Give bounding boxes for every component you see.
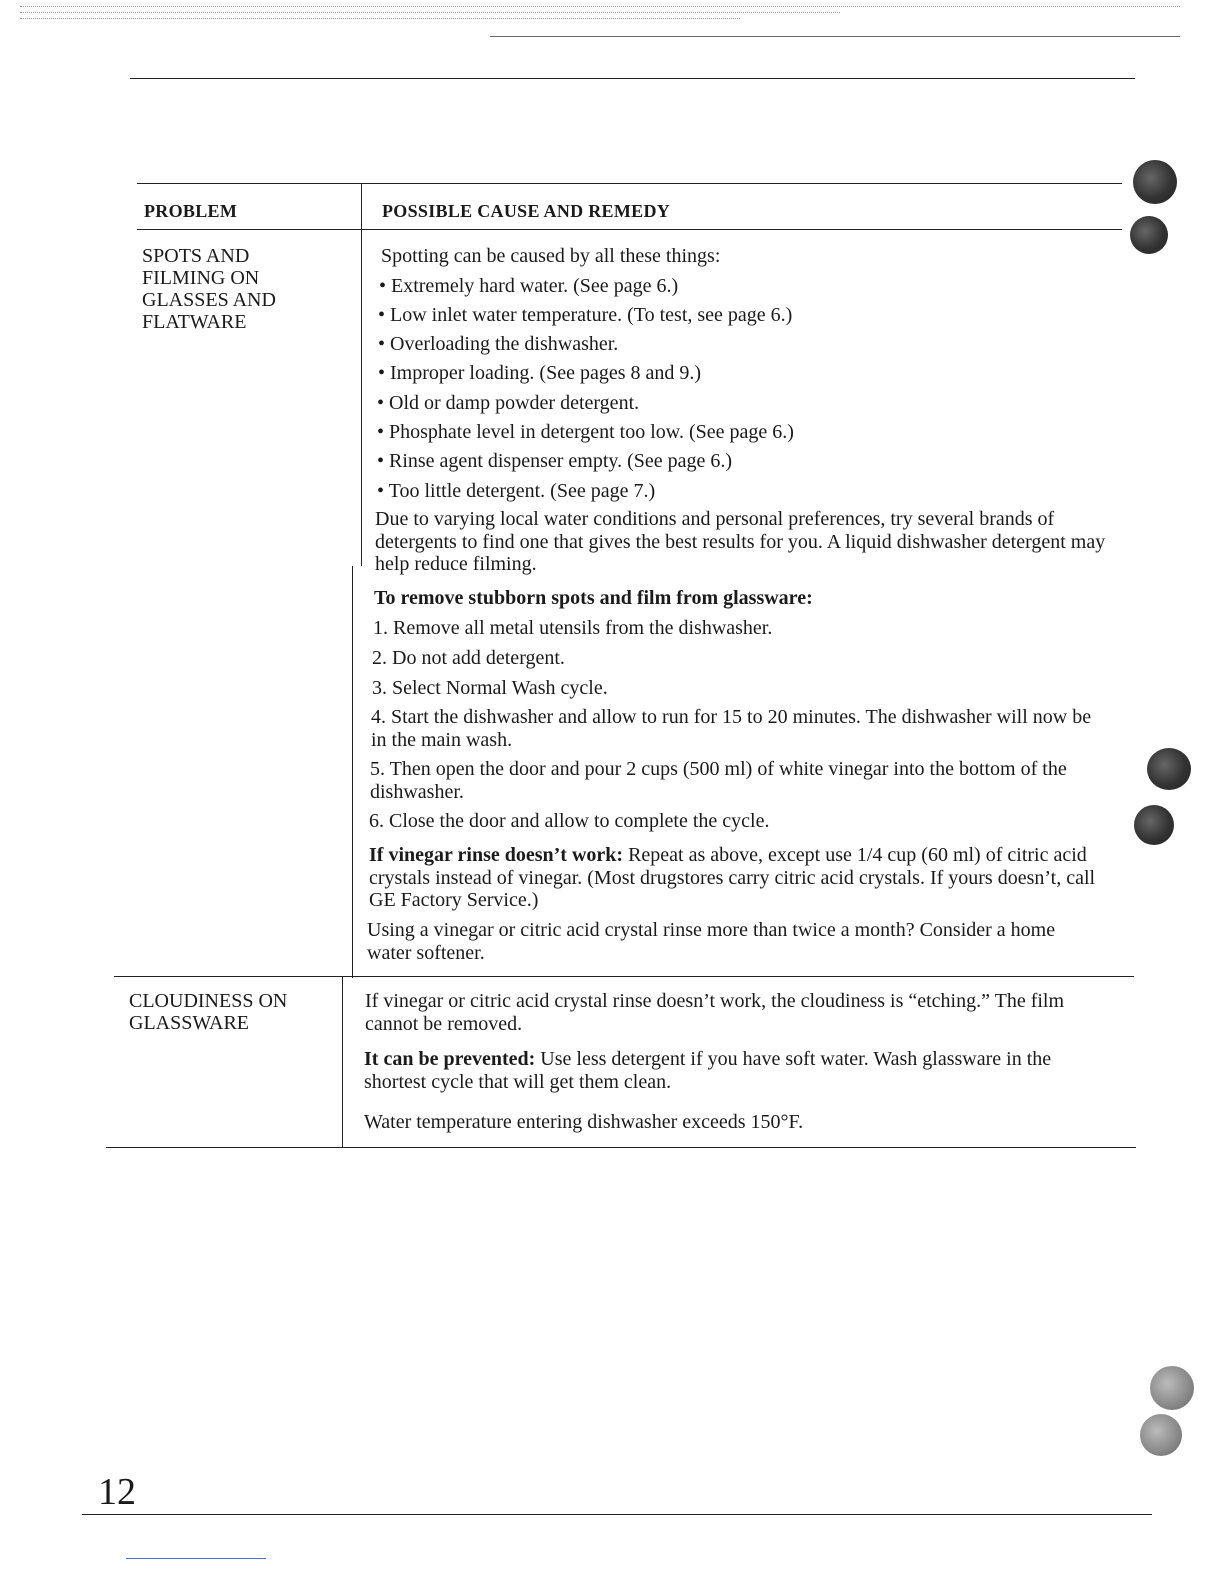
table-top-rule — [137, 183, 1122, 184]
binder-hole-mark — [1130, 216, 1168, 254]
prevention-paragraph — [364, 1048, 1109, 1093]
cause-bullet: • Improper loading. (See pages 8 and 9.) — [378, 362, 702, 384]
cause-bullet: • Old or damp powder detergent. — [377, 392, 640, 414]
scan-artifact-rule — [490, 36, 1180, 37]
problem-line: CLOUDINESS ON — [129, 990, 288, 1012]
scan-artifact-line — [20, 6, 1180, 7]
remedy-step: 1. Remove all metal utensils from the dishwasher. — [373, 617, 773, 639]
water-softener-paragraph: Using a vinegar or citric acid crystal rinse more than twice a month? Consider a home water softener. — [367, 919, 1056, 964]
remedy-step: 6. Close the door and allow to complete the cycle. — [369, 810, 770, 832]
problem-line: FLATWARE — [142, 311, 247, 333]
row-divider-rule — [114, 976, 1134, 977]
cause-bullet: • Too little detergent. (See page 7.) — [377, 480, 656, 502]
problem-cloudiness — [129, 990, 287, 1034]
remedy-column-header: POSSIBLE CAUSE AND REMEDY — [382, 201, 671, 221]
scan-artifact-line — [20, 12, 840, 13]
remedy-step: 4. Start the dishwasher and allow to run for 15 to 20 minutes. The dishwasher will now be in the main wash. — [371, 706, 1092, 751]
spotting-intro: Spotting can be caused by all these things: — [381, 245, 721, 267]
column-divider — [352, 566, 353, 978]
cause-bullet: • Low inlet water temperature. (To test, see page 6.) — [378, 304, 793, 326]
problem-line: GLASSWARE — [129, 1012, 250, 1034]
binder-hole-mark — [1133, 160, 1177, 204]
stubborn-spots-heading: To remove stubborn spots and film from glassware: — [374, 587, 813, 609]
prevention-text: Use less detergent if you have soft water. Wash glassware in the shortest cycle that will get them clean. — [364, 1048, 1052, 1093]
prevention-label: It can be prevented: — [364, 1048, 536, 1070]
problem-line: SPOTS AND — [142, 245, 250, 267]
problem-spots-filming — [142, 245, 276, 333]
cause-bullet: • Overloading the dishwasher. — [378, 333, 619, 355]
binder-hole-mark — [1134, 805, 1174, 845]
varying-conditions-paragraph: Due to varying local water conditions and personal preferences, try several brands of detergents to find one that gives the best results for you. A liquid dishwasher detergent may help reduce filming. — [375, 508, 1106, 575]
vinegar-rinse-label: If vinegar rinse doesn’t work: — [369, 844, 624, 866]
top-rule — [130, 78, 1135, 79]
page-number: 12 — [98, 1471, 136, 1513]
problem-line: FILMING ON — [142, 267, 260, 289]
scan-artifact-rule — [126, 1558, 266, 1559]
vinegar-rinse-text: Repeat as above, except use 1/4 cup (60 ml) of citric acid crystals instead of vinegar. (Most drugstores carry citric acid crystals. If yours doesn’t, call GE Factory Service.) — [369, 844, 1096, 911]
problem-line: GLASSES AND — [142, 289, 276, 311]
binder-hole-mark — [1140, 1414, 1182, 1456]
cause-bullet: • Phosphate level in detergent too low. (See page 6.) — [377, 421, 794, 443]
binder-hole-mark — [1147, 748, 1191, 790]
cause-bullet: • Rinse agent dispenser empty. (See page 6.) — [377, 450, 733, 472]
vinegar-rinse-paragraph — [369, 844, 1109, 912]
temperature-note: Water temperature entering dishwasher exceeds 150°F. — [364, 1111, 804, 1133]
remedy-step: 2. Do not add detergent. — [372, 647, 565, 669]
scan-artifact-line — [20, 18, 740, 19]
footer-rule — [82, 1514, 1152, 1515]
etching-paragraph: If vinegar or citric acid crystal rinse doesn’t work, the cloudiness is “etching.” The film cannot be removed. — [365, 990, 1065, 1035]
remedy-step: 5. Then open the door and pour 2 cups (500 ml) of white vinegar into the bottom of the dishwasher. — [370, 758, 1067, 803]
cause-bullet: • Extremely hard water. (See page 6.) — [379, 275, 679, 297]
binder-hole-mark — [1150, 1366, 1194, 1410]
remedy-step: 3. Select Normal Wash cycle. — [372, 677, 608, 699]
table-bottom-rule — [106, 1147, 1136, 1148]
problem-column-header: PROBLEM — [144, 201, 238, 221]
header-bottom-rule — [137, 229, 1122, 230]
column-divider — [342, 976, 343, 1147]
column-divider — [361, 183, 362, 566]
